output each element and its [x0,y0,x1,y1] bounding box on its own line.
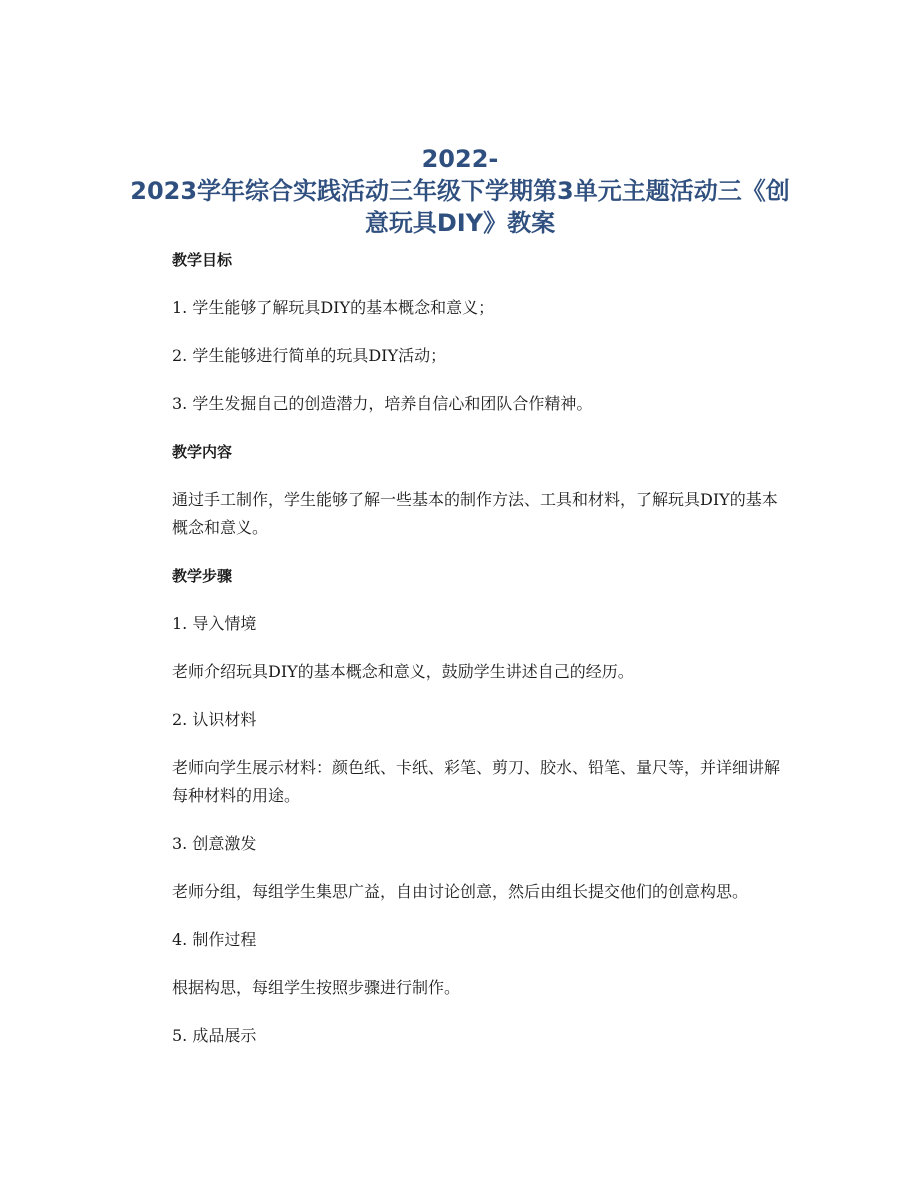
steps-heading: 教学步骤 [172,567,233,585]
objective-item: 1. 学生能够了解玩具DIY的基本概念和意义； [172,298,495,317]
step-label: 3. 创意激发 [172,834,257,853]
step-paragraph: 根据构思，每组学生按照步骤进行制作。 [172,978,461,997]
title-line-3: 意玩具DIY》教案 [364,209,556,237]
step-label: 4. 制作过程 [172,930,257,949]
objective-item: 2. 学生能够进行简单的玩具DIY活动； [172,346,447,365]
title-line-1: 2022- [421,145,499,173]
step-paragraph: 老师分组，每组学生集思广益，自由讨论创意，然后由组长提交他们的创意构思。 [172,882,749,901]
objective-item: 3. 学生发掘自己的创造潜力，培养自信心和团队合作精神。 [172,394,593,413]
content-paragraph: 通过手工制作，学生能够了解一些基本的制作方法、工具和材料，了解玩具DIY的基本概念和意义。 [172,490,778,537]
step-label: 5. 成品展示 [172,1026,257,1045]
title-line-2: 2023学年综合实践活动三年级下学期第3单元主题活动三《创 [130,177,790,205]
step-label: 1. 导入情境 [172,614,257,633]
step-paragraph: 老师向学生展示材料：颜色纸、卡纸、彩笔、剪刀、胶水、铅笔、量尺等，并详细讲解每种材料的用途。 [172,758,781,805]
step-label: 2. 认识材料 [172,710,257,729]
objectives-heading: 教学目标 [172,251,233,269]
step-paragraph: 老师介绍玩具DIY的基本概念和意义，鼓励学生讲述自己的经历。 [172,662,634,681]
content-heading: 教学内容 [172,443,233,461]
document-body [172,246,786,1070]
document-title [100,143,820,239]
